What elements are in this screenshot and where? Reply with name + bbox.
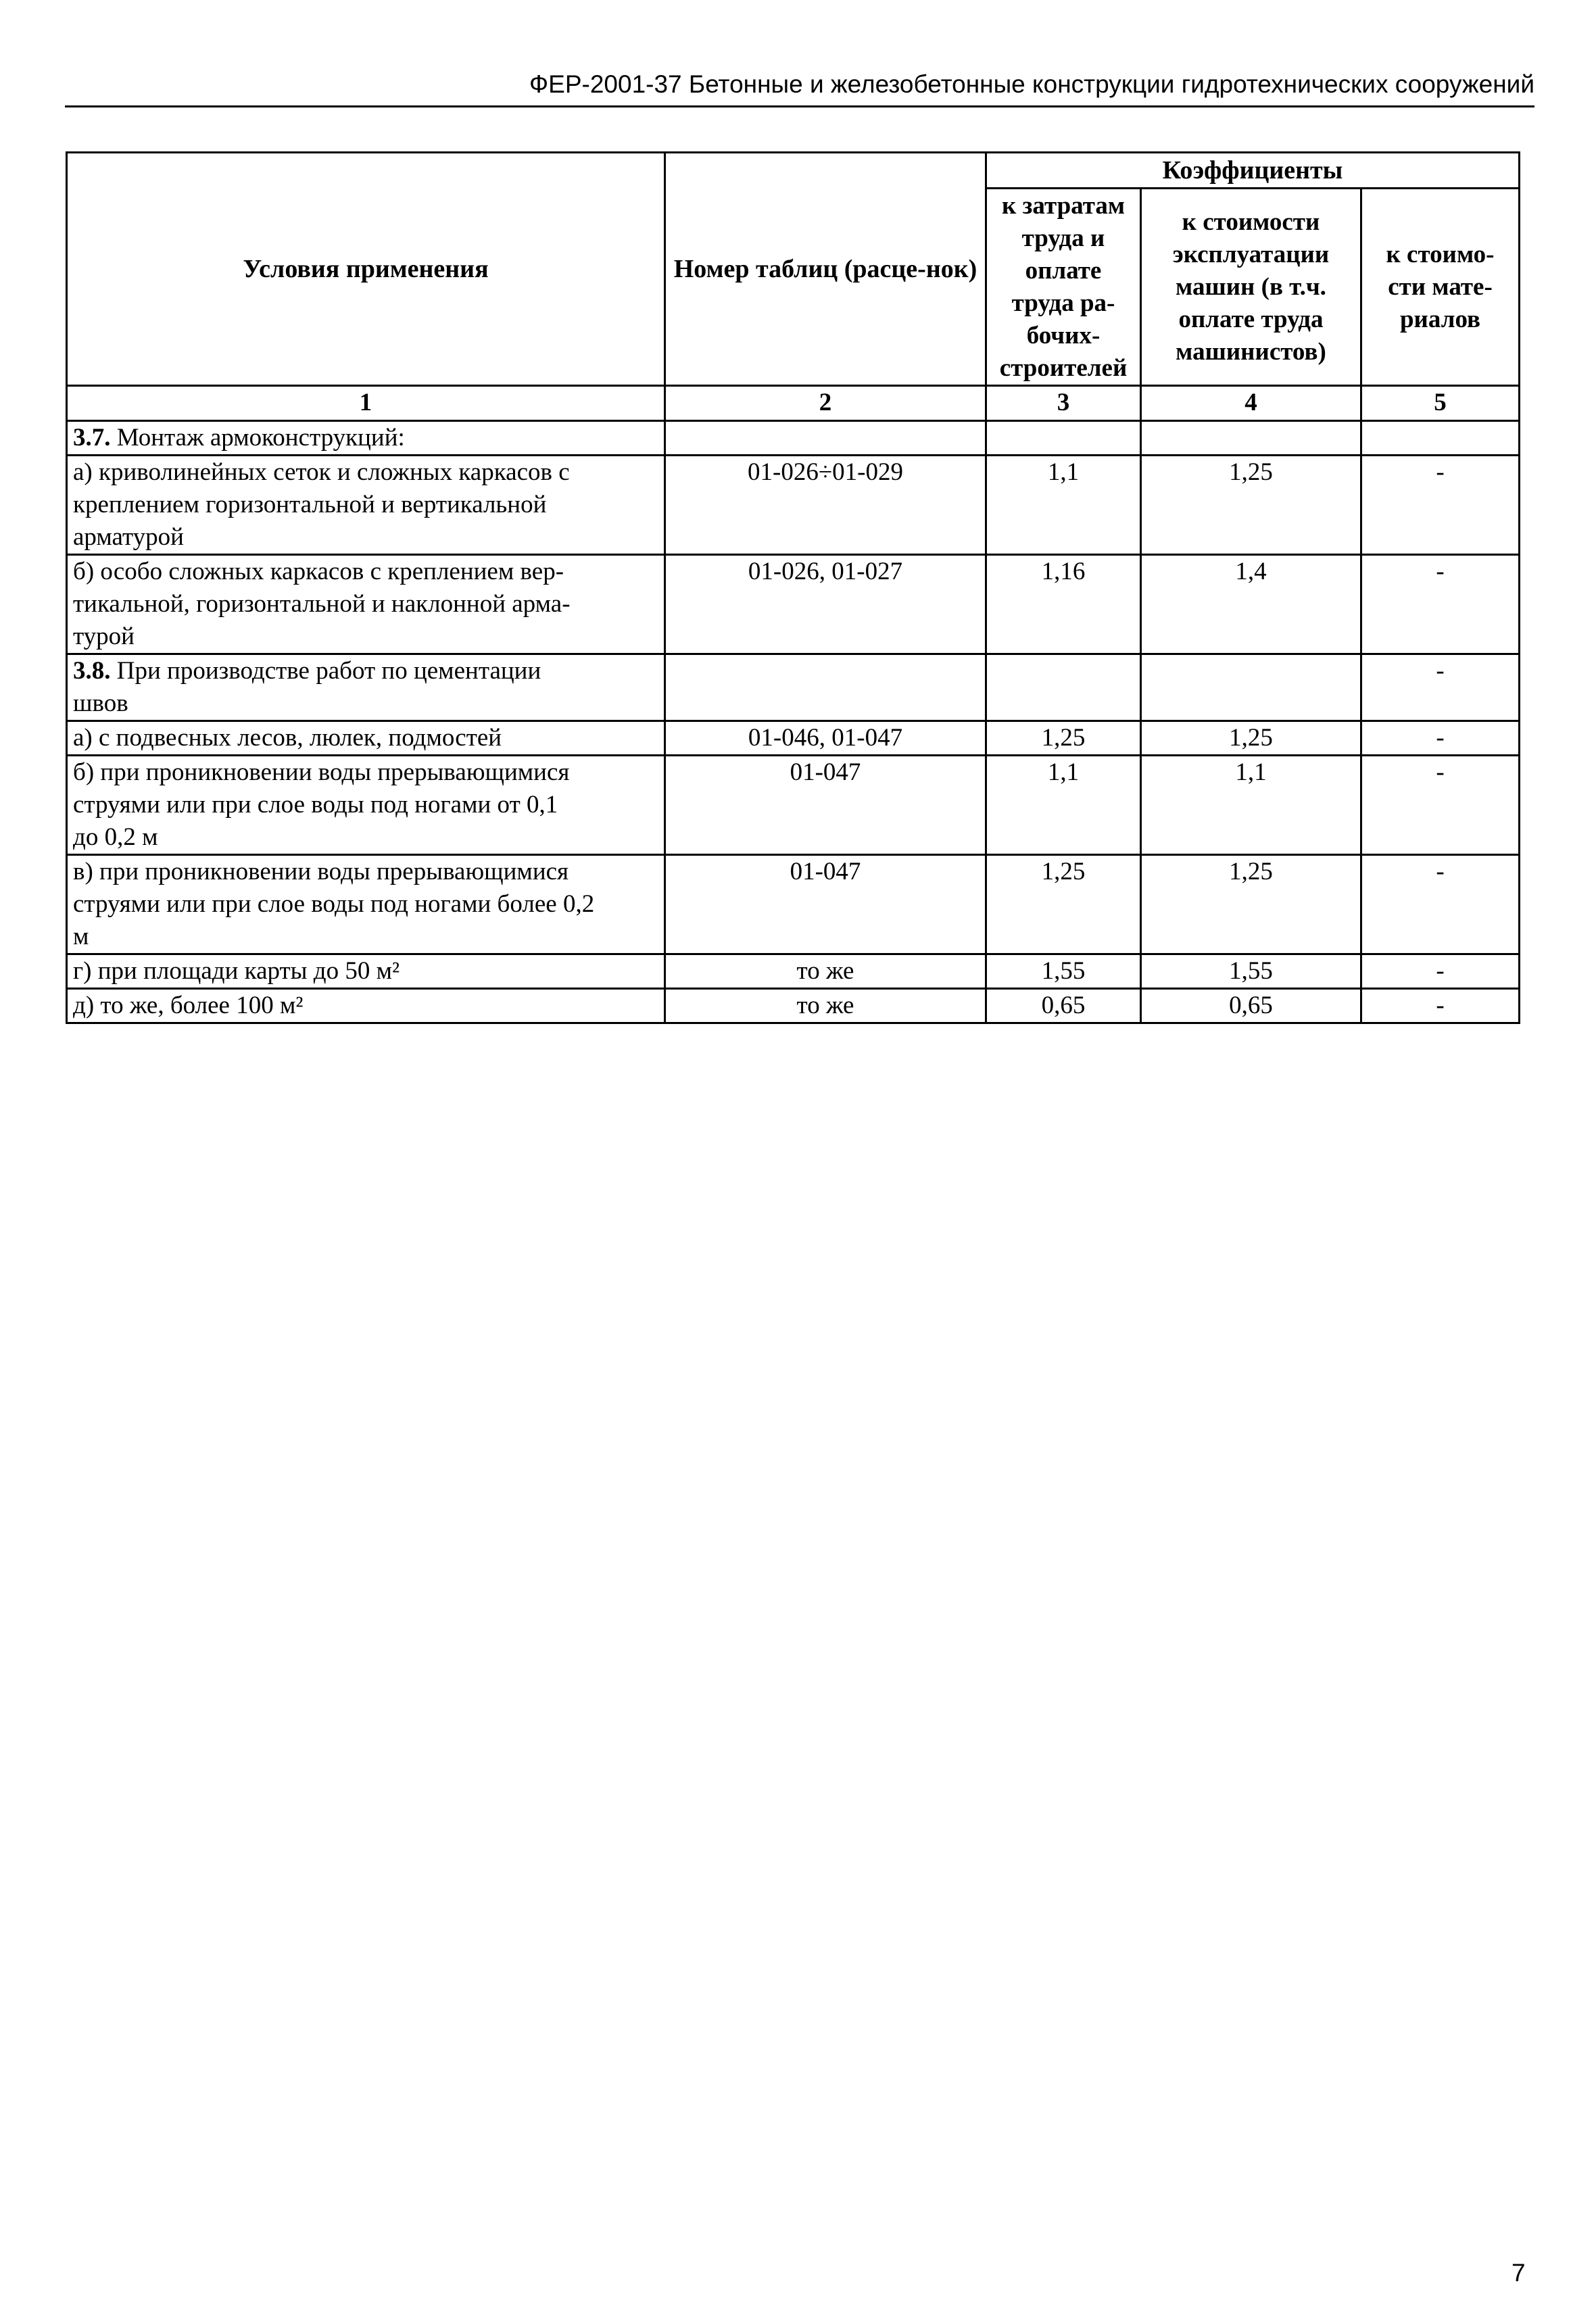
cell-machines: 0,65 [1141, 989, 1361, 1023]
section-title-row [67, 421, 1520, 456]
table-row [67, 954, 1520, 989]
cell-materials: - [1361, 456, 1520, 555]
cell-labor: 1,25 [986, 721, 1141, 756]
cell-materials: - [1361, 954, 1520, 989]
cell-labor: 1,1 [986, 756, 1141, 855]
table-row [67, 555, 1520, 654]
cell-condition: а) криволинейных сеток и сложных каркасов с креплением горизонтальной и вертикальной арматурой [67, 456, 665, 555]
column-number: 1 [67, 386, 665, 421]
column-numbers-row [67, 386, 1520, 421]
running-header [65, 68, 1534, 107]
empty-cell [1141, 654, 1361, 721]
cell-labor: 1,1 [986, 456, 1141, 555]
column-number: 4 [1141, 386, 1361, 421]
header-machines: к стоимости эксплуатации машин (в т.ч. оплате труда машинистов) [1141, 189, 1361, 386]
section-3-7 [67, 421, 1520, 654]
cell-condition: б) особо сложных каркасов с креплением вер- тикальной, горизонтальной и наклонной арма- турой [67, 555, 665, 654]
cell-table-numbers: то же [665, 989, 986, 1023]
empty-cell [1141, 421, 1361, 456]
cell-materials: - [1361, 721, 1520, 756]
header-conditions: Условия применения [67, 153, 665, 386]
header-table-numbers: Номер таблиц (расце-нок) [665, 153, 986, 386]
cell-materials: - [1361, 989, 1520, 1023]
cell-table-numbers: 01-046, 01-047 [665, 721, 986, 756]
cell-condition: в) при проникновении воды прерывающимися струями или при слое воды под ногами более 0,2 м [67, 855, 665, 954]
table-row [67, 756, 1520, 855]
cell-condition: а) с подвесных лесов, люлек, подмостей [67, 721, 665, 756]
cell-labor: 1,25 [986, 855, 1141, 954]
empty-cell [665, 654, 986, 721]
table-row [67, 456, 1520, 555]
cell-table-numbers: 01-026÷01-029 [665, 456, 986, 555]
header-materials: к стоимо- сти мате- риалов [1361, 189, 1520, 386]
header-labor: к затратам труда и оплате труда ра- бочих- строителей [986, 189, 1141, 386]
cell-materials: - [1361, 855, 1520, 954]
coefficients-table [66, 151, 1520, 1024]
empty-cell [986, 421, 1141, 456]
column-number: 2 [665, 386, 986, 421]
table-row [67, 721, 1520, 756]
cell-condition: д) то же, более 100 м² [67, 989, 665, 1023]
cell-table-numbers: то же [665, 954, 986, 989]
empty-cell [1361, 421, 1520, 456]
cell-materials: - [1361, 555, 1520, 654]
cell-materials: - [1361, 756, 1520, 855]
cell-table-numbers: 01-047 [665, 855, 986, 954]
cell-machines: 1,4 [1141, 555, 1361, 654]
table-row [67, 855, 1520, 954]
section-title: 3.8. При производстве работ по цементации швов [67, 654, 665, 721]
cell-table-numbers: 01-047 [665, 756, 986, 855]
cell-table-numbers: 01-026, 01-027 [665, 555, 986, 654]
page-number: 7 [1512, 2259, 1526, 2287]
cell-machines: 1,25 [1141, 855, 1361, 954]
column-number: 3 [986, 386, 1141, 421]
cell-labor: 0,65 [986, 989, 1141, 1023]
empty-cell [986, 654, 1141, 721]
running-title: ФЕР-2001-37 Бетонные и железобетонные конструкции гидротехнических сооружений [529, 70, 1534, 98]
cell-condition: г) при площади карты до 50 м² [67, 954, 665, 989]
table-row [67, 989, 1520, 1023]
cell-machines: 1,55 [1141, 954, 1361, 989]
cell-materials: - [1361, 654, 1520, 721]
section-title: 3.7. Монтаж армоконструкций: [67, 421, 665, 456]
header-coefficients: Коэффициенты [986, 153, 1520, 189]
section-title-row [67, 654, 1520, 721]
empty-cell [665, 421, 986, 456]
cell-machines: 1,25 [1141, 721, 1361, 756]
cell-condition: б) при проникновении воды прерывающимися струями или при слое воды под ногами от 0,1 до 0,2 м [67, 756, 665, 855]
cell-labor: 1,55 [986, 954, 1141, 989]
cell-machines: 1,1 [1141, 756, 1361, 855]
section-3-8 [67, 654, 1520, 1023]
cell-labor: 1,16 [986, 555, 1141, 654]
cell-machines: 1,25 [1141, 456, 1361, 555]
column-number: 5 [1361, 386, 1520, 421]
